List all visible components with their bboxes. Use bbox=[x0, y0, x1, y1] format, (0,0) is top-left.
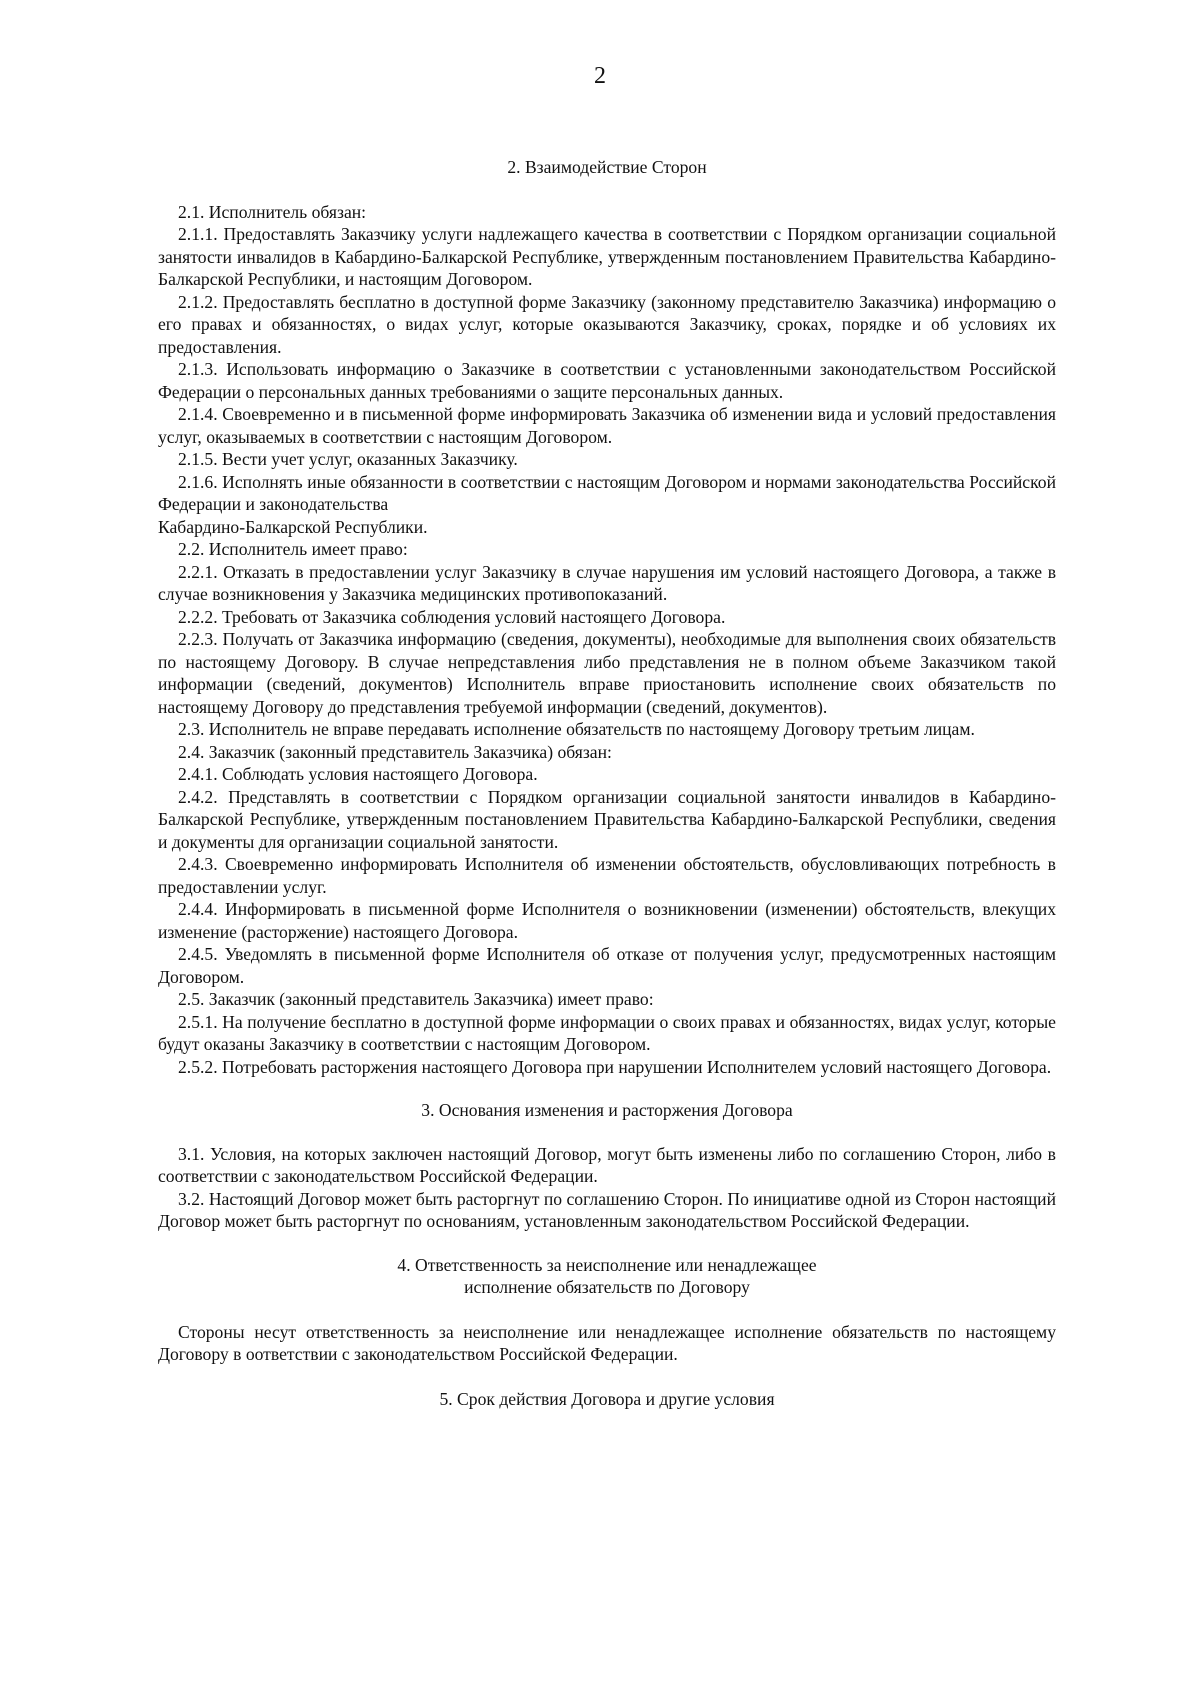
paragraph-2-1-3: 2.1.3. Использовать информацию о Заказчике в соответствии с установленными законодательством Российской Федерации о персональных данных требованиями о защите персональных данных. bbox=[158, 359, 1056, 402]
paragraph-2-1-4: 2.1.4. Своевременно и в письменной форме информировать Заказчика об изменении вида и условий предоставления услуг, оказываемых в соответствии с настоящим Договором. bbox=[158, 404, 1056, 447]
paragraph-2-4-3: 2.4.3. Своевременно информировать Исполнителя об изменении обстоятельств, обусловливающих потребность в предоставлении услуг. bbox=[158, 854, 1056, 897]
section-2 bbox=[158, 156, 1056, 1078]
paragraph-2-1-1: 2.1.1. Предоставлять Заказчику услуги надлежащего качества в соответствии с Порядком организации социальной занятости инвалидов в Кабардино-Балкарской Республике, утвержденным постановлением Правительства Кабардино-Балкарской Республики, и настоящим Договором. bbox=[158, 224, 1056, 289]
paragraph-2-1-5: 2.1.5. Вести учет услуг, оказанных Заказчику. bbox=[178, 449, 518, 469]
section-4-heading-line-1: 4. Ответственность за неисполнение или ненадлежащее bbox=[397, 1254, 817, 1275]
paragraph-2-1-2: 2.1.2. Предоставлять бесплатно в доступной форме Заказчику (законному представителю Заказчика) информацию о его правах и обязанностях, о видах услуг, которые оказываются Заказчику, сроках, порядке и об условиях их предоставления. bbox=[158, 291, 1056, 357]
paragraph-2-2-3: 2.2.3. Получать от Заказчика информацию (сведения, документы), необходимые для выполнения своих обязательств по настоящему Договору. В случае непредставления либо представления не в полном объеме Заказчиком такой информации (сведений, документов) Исполнитель вправе приостановить исполнение своих обязательств по настоящему Договору до представления требуемой информации (сведений, документов). bbox=[158, 629, 1056, 717]
paragraph-2-1-6: 2.1.6. Исполнять иные обязанности в соответствии с настоящим Договором и нормами законодательства Российской Федерации и законодательства bbox=[158, 471, 1056, 514]
paragraph-2-5-1: 2.5.1. На получение бесплатно в доступной форме информации о своих правах и обязанностях, видах услуг, которые будут оказаны Заказчику в соответствии с настоящим Договором. bbox=[158, 1011, 1056, 1054]
paragraph-2-4-4: 2.4.4. Информировать в письменной форме Исполнителя о возникновении (изменении) обстоятельств, влекущих изменение (расторжение) настоящего Договора. bbox=[158, 899, 1056, 942]
section-5 bbox=[158, 1388, 1056, 1411]
section-3-heading: 3. Основания изменения и расторжения Договора bbox=[421, 1100, 793, 1120]
paragraph-2-5: 2.5. Заказчик (законный представитель Заказчика) имеет право: bbox=[178, 989, 654, 1009]
paragraph-4-1: Стороны несут ответственность за неисполнение или ненадлежащее исполнение обязательств по настоящему Договору в оответствии с законодательством Российской Федерации. bbox=[158, 1321, 1056, 1364]
paragraph-2-4: 2.4. Заказчик (законный представитель Заказчика) обязан: bbox=[178, 741, 612, 762]
paragraph-2-4-1: 2.4.1. Соблюдать условия настоящего Договора. bbox=[178, 764, 538, 784]
paragraph-2-5-2: 2.5.2. Потребовать расторжения настоящего Договора при нарушении Исполнителем условий настоящего Договора. bbox=[178, 1056, 1052, 1077]
page-number: 2 bbox=[594, 63, 606, 89]
paragraph-2-4-5: 2.4.5. Уведомлять в письменной форме Исполнителя об отказе от получения услуг, предусмотренных настоящим Договором. bbox=[158, 944, 1056, 987]
paragraph-2-1: 2.1. Исполнитель обязан: bbox=[178, 201, 367, 222]
paragraph-3-1: 3.1. Условия, на которых заключен настоящий Договор, могут быть изменены либо по соглашению Сторон, либо в соответствии с законодательством Российской Федерации. bbox=[158, 1143, 1056, 1186]
paragraph-2-1-6-continuation: Кабардино-Балкарской Республики. bbox=[158, 516, 428, 537]
paragraph-2-2-2: 2.2.2. Требовать от Заказчика соблюдения условий настоящего Договора. bbox=[178, 606, 726, 627]
section-3 bbox=[158, 1099, 1056, 1233]
section-5-heading: 5. Срок действия Договора и другие условия bbox=[439, 1388, 775, 1409]
paragraph-2-3: 2.3. Исполнитель не вправе передавать исполнение обязательств по настоящему Договору третьим лицам. bbox=[178, 719, 975, 739]
document-body bbox=[158, 156, 1056, 1410]
paragraph-2-2: 2.2. Исполнитель имеет право: bbox=[178, 539, 408, 559]
paragraph-2-2-1: 2.2.1. Отказать в предоставлении услуг Заказчику в случае нарушения им условий настоящего Договора, а также в случае возникновения у Заказчика медицинских противопоказаний. bbox=[158, 561, 1056, 604]
section-4-heading-line-2: исполнение обязательств по Договору bbox=[464, 1277, 750, 1297]
section-2-heading: 2. Взаимодействие Сторон bbox=[507, 157, 707, 177]
section-4 bbox=[158, 1254, 1056, 1366]
paragraph-3-2: 3.2. Настоящий Договор может быть расторгнут по соглашению Сторон. По инициативе одной из Сторон настоящий Договор может быть расторгнут по основаниям, установленным законодательством Российской Федерации. bbox=[158, 1188, 1056, 1231]
paragraph-2-4-2: 2.4.2. Представлять в соответствии с Порядком организации социальной занятости инвалидов в Кабардино-Балкарской Республике, утвержденным постановлением Правительства Кабардино-Балкарской Республики, сведения и документы для организации социальной занятости. bbox=[158, 786, 1056, 852]
